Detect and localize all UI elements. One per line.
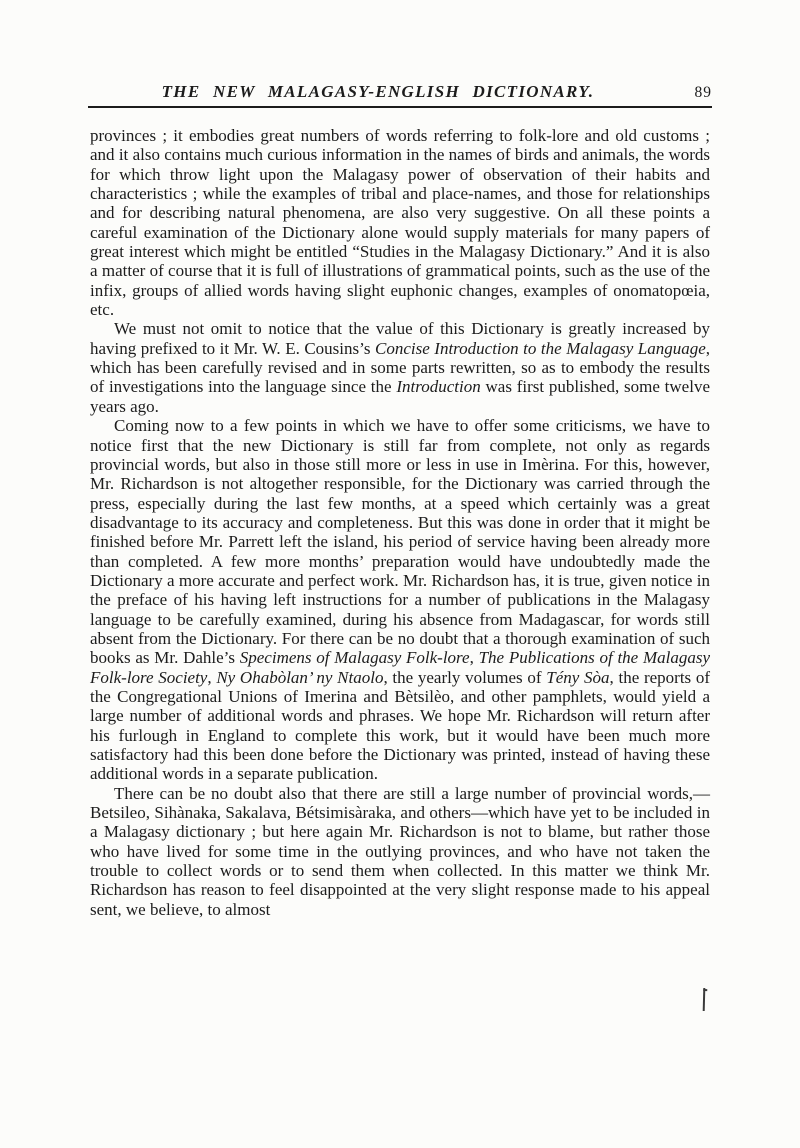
page-number: 89 [694, 84, 712, 101]
page-header [88, 82, 712, 102]
paragraph [90, 319, 710, 416]
running-title: THE NEW MALAGASY-ENGLISH DICTIONARY. [161, 82, 595, 101]
text-run: , the yearly volumes of [383, 667, 547, 687]
italic-text-run: Ny Ohabòlan’ ny Ntaolo [216, 667, 384, 687]
text-run: provinces ; it embodies great numbers of words referring to folk-lore and old customs ; and it also contains much curious information in the names of birds and animals, the words for which throw light upon the Malagasy power of observation of their habits and characteristics ; while the examples of tribal and place-names, and those for relationships and for describing natural phenomena, are also very suggestive. On all these points a careful examination of the Dictionary alone would supply materials for many papers of great interest which might be entitled “Studies in the Malagasy Dictionary.” And it is also a matter of course that it is full of illustrations of grammatical points, such as the use of the infix, groups of allied words having slight euphonic changes, examples of onomatopœia, etc. [90, 126, 710, 320]
text-run: There can be no doubt also that there are still a large number of provincial words,—Betsileo, Sihànaka, Sakalava, Bétsimisàraka, and others—which have yet to be included in a Malagasy dictionary ; but here again Mr. Richardson is not to blame, but rather those who have lived for some time in the outlying provinces, and who have not taken the trouble to collect words or to send them when collected. In this matter we think Mr. Richardson has reason to feel disappointed at the very slight response made to his appeal sent, we believe, to almost [90, 783, 710, 919]
text-run: , [469, 648, 479, 668]
scan-artifact [703, 988, 706, 1011]
italic-text-run: Introduction [396, 377, 481, 397]
text-run: , [207, 667, 217, 687]
italic-text-run: Tény Sòa [546, 667, 610, 687]
text-run: , which has been carefully revised and in some parts rewritten, so as to embody the results of investigations into the language since the [90, 338, 711, 397]
text-run: , the reports of the Congregational Unions of Imerina and Bètsilèo, and other pamphlets, would yield a large number of additional words and phrases. We hope Mr. Richardson will return after his furlough in England to complete this work, but it would have been much more satisfactory had this been done before the Dictionary was printed, instead of having these additional words in a separate publication. [90, 667, 711, 784]
body-text [90, 126, 710, 919]
italic-text-run: The Publications of the Malagasy Folk-lore Society [90, 648, 711, 687]
paragraph [90, 416, 710, 784]
paragraph [90, 784, 710, 919]
text-run: was first published, some twelve years ago. [90, 377, 710, 416]
text-run: We must not omit to notice that the value of this Dictionary is greatly increased by having prefixed to it Mr. W. E. Cousins’s [90, 319, 710, 358]
italic-text-run: Specimens of Malagasy Folk-lore [239, 648, 470, 668]
paragraph [90, 126, 710, 319]
header-rule [88, 106, 712, 108]
italic-text-run: Concise Introduction to the Malagasy Language [375, 338, 706, 358]
text-run: Coming now to a few points in which we have to offer some criticisms, we have to notice first that the new Dictionary is still far from complete, not only as regards provincial words, but also in those still more or less in use in Imèrina. For this, however, Mr. Richardson is not altogether responsible, for the Dictionary was carried through the press, especially during the last few months, at a speed which certainly was a great disadvantage to its accuracy and completeness. But this was done in order that it might be finished before Mr. Parrett left the island, his period of service having been already more than completed. A few more months’ preparation would have undoubtedly made the Dictionary a more accurate and perfect work. Mr. Richardson has, it is true, given notice in the preface of his having left instructions for a number of publications in the Malagasy language to be carefully examined, during his absence from Madagascar, for words still absent from the Dictionary. For there can be no doubt that a thorough examination of such books as Mr. Dahle’s [90, 416, 710, 668]
